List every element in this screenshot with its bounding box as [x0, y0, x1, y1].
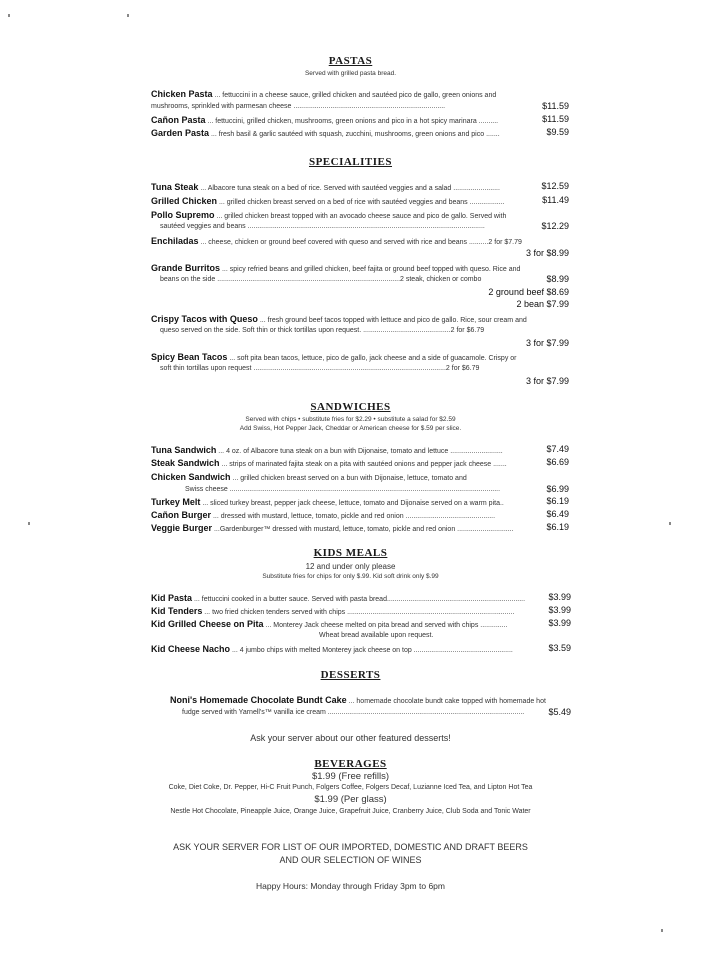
happy-hours: Happy Hours: Monday through Friday 3pm to 6pm: [256, 881, 445, 891]
item-name: Pollo Supremo: [151, 210, 215, 220]
item-price: $11.59: [542, 114, 569, 124]
item-desc-cont: beans on the side ..............................................................................................2 steak, chicken or combo: [160, 276, 482, 283]
item-desc-cont: fudge served with Yarnell's™ vanilla ice cream .....................................................................................................: [182, 709, 525, 716]
item-desc-cont: queso served on the side. Soft thin or thick tortillas upon request. .............................................2 for $6.79: [160, 327, 485, 334]
menu-item-kid-cheese-nacho: [151, 644, 513, 654]
item-price: $8.99: [546, 274, 569, 284]
item-name: Grande Burritos: [151, 263, 221, 273]
item-price: $3.99: [548, 605, 571, 615]
item-name: Grilled Chicken: [151, 196, 218, 206]
item-note: Wheat bread available upon request.: [319, 632, 434, 639]
menu-item-bundt-cake: [170, 695, 546, 705]
menu-item-tuna-steak: [151, 182, 500, 192]
item-desc: ... fettuccini cooked in a butter sauce. Served with pasta bread.......................................................................: [193, 596, 526, 603]
item-desc: ... 4 oz. of Albacore tuna steak on a bun with Dijonaise, tomato and lettuce ...........................: [218, 448, 503, 455]
pastas-heading: PASTAS: [328, 55, 373, 67]
kids-subtitle: 12 and under only please: [305, 562, 396, 571]
item-desc: ... Monterey Jack cheese melted on pita bread and served with chips ..............: [265, 622, 508, 629]
sandwiches-subtitle: Served with chips • substitute fries for $2.29 • substitute a salad for $2.59: [245, 416, 456, 423]
menu-item-tuna-sandwich: [151, 445, 503, 455]
item-desc: ... grilled chicken breast topped with an avocado cheese sauce and pico de gallo. Served with: [216, 213, 507, 220]
item-name: Cañon Burger: [151, 510, 212, 520]
item-price: 3 for $7.99: [525, 376, 569, 386]
item-name: Veggie Burger: [151, 523, 213, 533]
menu-item-canon-burger: [151, 510, 495, 520]
scan-speck: [127, 14, 129, 17]
item-price: $6.69: [546, 457, 569, 467]
item-name: Steak Sandwich: [151, 458, 220, 468]
item-desc: ... 4 jumbo chips with melted Monterey jack cheese on top ...................................................: [231, 647, 513, 654]
specialities-heading: SPECIALITIES: [308, 156, 393, 168]
item-price: $6.99: [546, 484, 569, 494]
item-price: $3.99: [548, 618, 571, 628]
item-desc-cont: sautéed veggies and beans ..........................................................................................................................: [160, 223, 485, 230]
item-name: Spicy Bean Tacos: [151, 352, 228, 362]
sandwiches-subtitle-2: Add Swiss, Hot Pepper Jack, Cheddar or American cheese for $.59 per slice.: [239, 425, 462, 432]
item-price: $6.19: [546, 496, 569, 506]
item-desc: ... spicy refried beans and grilled chicken, beef fajita or ground beef topped with queso. Rice and: [221, 266, 521, 273]
item-desc: ... cheese, chicken or ground beef covered with queso and served with rice and beans ..........2 for $7.79: [200, 239, 522, 246]
item-price: $9.59: [546, 127, 569, 137]
menu-item-enchiladas: [151, 236, 522, 246]
item-desc-cont: mushrooms, sprinkled with parmesan cheese ..............................................................................: [151, 103, 446, 110]
item-price: $7.49: [546, 444, 569, 454]
menu-item-steak-sandwich: [151, 458, 507, 468]
item-desc: ... grilled chicken breast served on a bed of rice with sautéed veggies and beans ..................: [218, 199, 505, 206]
kids-subtitle-2: Substitute fries for chips for only $.99. Kid soft drink only $.99: [262, 573, 439, 580]
beverages-list-1: Coke, Diet Coke, Dr. Pepper, Hi-C Fruit Punch, Folgers Coffee, Folgers Decaf, Luzianne Iced Tea, and Lipton Hot Tea: [168, 784, 533, 791]
item-price: $6.49: [546, 509, 569, 519]
item-desc: ... grilled chicken breast served on a bun with Dijonaise, lettuce, tomato and: [232, 475, 467, 482]
item-desc-cont: Swiss cheese ...........................................................................................................................................: [185, 486, 501, 493]
item-price: 3 for $8.99: [525, 248, 569, 258]
menu-item-chicken-sandwich: [151, 472, 467, 482]
menu-item-spicy-bean-tacos: [151, 352, 517, 362]
kids-heading: KIDS MEALS: [313, 547, 388, 559]
beverages-list-2: Nestle Hot Chocolate, Pineapple Juice, Orange Juice, Grapefruit Juice, Cranberry Juice, Club Soda and Tonic Water: [170, 808, 531, 815]
item-desc: ... fresh basil & garlic sautéed with squash, zucchini, mushrooms, green onions and pico .......: [210, 131, 500, 138]
item-name: Kid Tenders: [151, 606, 203, 616]
item-price: $6.19: [546, 522, 569, 532]
item-name: Kid Pasta: [151, 593, 193, 603]
item-desc: ... Albacore tuna steak on a bed of rice. Served with sautéed veggies and a salad ........................: [200, 185, 500, 192]
item-price: $11.49: [542, 195, 569, 205]
menu-item-pollo-supremo: [151, 210, 506, 220]
menu-item-grilled-chicken: [151, 196, 505, 206]
beverages-price-1: $1.99 (Free refills): [311, 771, 390, 782]
item-desc: ... sliced turkey breast, pepper jack cheese, lettuce, tomato and Dijonaise served on a warm pita..: [202, 500, 504, 507]
item-name: Chicken Sandwich: [151, 472, 231, 482]
item-name: Turkey Melt: [151, 497, 201, 507]
item-desc: ... fettuccini in a cheese sauce, grilled chicken and sautéed pico de gallo, green onions and: [214, 92, 497, 99]
desserts-heading: DESSERTS: [320, 669, 381, 681]
item-desc: ... homemade chocolate bundt cake topped with homemade hot: [348, 698, 546, 705]
item-desc: ... strips of marinated fajita steak on a pita with sautéed onions and pepper jack cheese .......: [221, 461, 507, 468]
sandwiches-heading: SANDWICHES: [310, 401, 391, 413]
item-desc: ... two fried chicken tenders served with chips ......................................................................................: [204, 609, 515, 616]
item-desc: ... soft pita bean tacos, lettuce, pico de gallo, jack cheese and a side of guacamole. Crispy or: [229, 355, 517, 362]
item-name: Garden Pasta: [151, 128, 210, 138]
footer-line-2: AND OUR SELECTION OF WINES: [279, 855, 422, 865]
item-price: 2 bean $7.99: [516, 299, 569, 309]
item-name: Kid Cheese Nacho: [151, 644, 231, 654]
scan-speck: [8, 14, 10, 17]
item-price: $11.59: [542, 101, 569, 111]
item-desc: ... fresh ground beef tacos topped with lettuce and pico de gallo. Rice, sour cream and: [259, 317, 527, 324]
item-name: Chicken Pasta: [151, 89, 213, 99]
menu-item-veggie-burger: [151, 523, 514, 533]
item-name: Crispy Tacos with Queso: [151, 314, 258, 324]
item-name: Enchiladas: [151, 236, 199, 246]
item-price: $5.49: [548, 707, 571, 717]
item-price: 3 for $7.99: [525, 338, 569, 348]
item-price: $12.29: [541, 221, 569, 231]
item-price: $12.59: [541, 181, 569, 191]
item-name: Tuna Sandwich: [151, 445, 217, 455]
scan-speck: [661, 929, 663, 932]
item-price: 2 ground beef $8.69: [488, 287, 569, 297]
menu-item-grande-burritos: [151, 263, 520, 273]
menu-item-kid-tenders: [151, 606, 514, 616]
scan-speck: [669, 522, 671, 525]
item-price: $3.99: [548, 592, 571, 602]
menu-item-chicken-pasta: [151, 89, 496, 99]
item-desc: ... fettuccini, grilled chicken, mushrooms, green onions and pico in a hot spicy marinara ..........: [207, 118, 499, 125]
menu-item-garden-pasta: [151, 128, 500, 138]
item-name: Tuna Steak: [151, 182, 199, 192]
menu-item-crispy-tacos: [151, 314, 527, 324]
item-name: Noni's Homemade Chocolate Bundt Cake: [170, 695, 347, 705]
footer-line-1: ASK YOUR SERVER FOR LIST OF OUR IMPORTED, DOMESTIC AND DRAFT BEERS: [173, 842, 528, 852]
beverages-heading: BEVERAGES: [314, 758, 387, 770]
scan-speck: [28, 522, 30, 525]
item-desc: ... dressed with mustard, lettuce, tomato, pickle and red onion ..............................................: [212, 513, 496, 520]
item-desc-cont: soft thin tortillas upon request ...................................................................................................2 for $6.79: [160, 365, 480, 372]
pastas-subtitle: Served with grilled pasta bread.: [304, 70, 397, 77]
menu-item-kid-pasta: [151, 593, 525, 603]
item-name: Cañon Pasta: [151, 115, 206, 125]
menu-item-kid-grilled-cheese: [151, 619, 508, 629]
menu-item-canon-pasta: [151, 115, 498, 125]
item-price: $3.59: [548, 643, 571, 653]
item-desc: ...Gardenburger™ dressed with mustard, lettuce, tomato, pickle and red onion .............................: [213, 526, 514, 533]
beverages-price-2: $1.99 (Per glass): [314, 794, 387, 805]
menu-item-turkey-melt: [151, 497, 504, 507]
desserts-note: Ask your server about our other featured desserts!: [250, 733, 451, 743]
item-name: Kid Grilled Cheese on Pita: [151, 619, 264, 629]
